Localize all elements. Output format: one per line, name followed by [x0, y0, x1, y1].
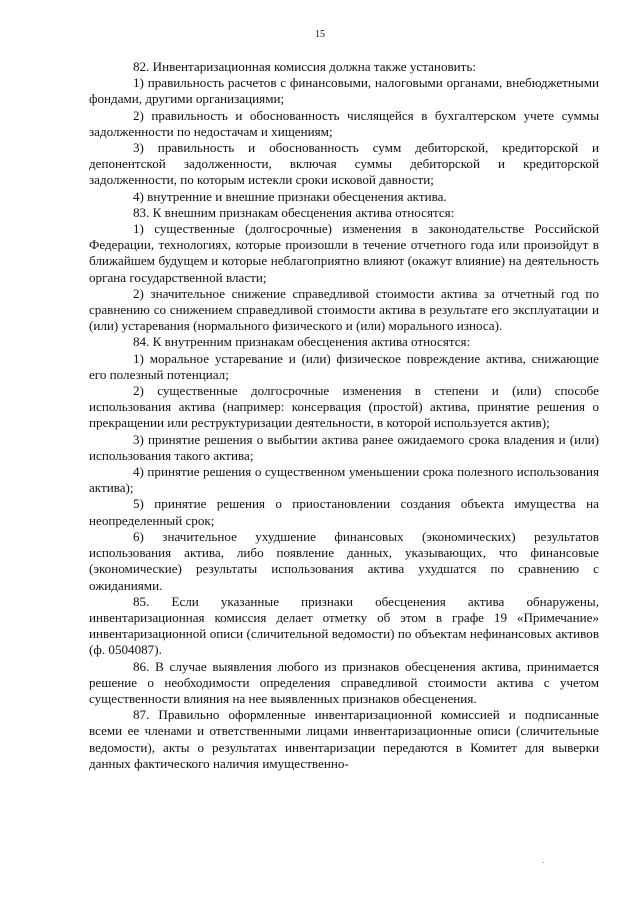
document-body [89, 59, 599, 772]
paragraph-85: 85. Если указанные признаки обесценения актива обнаружены, инвентаризационная комиссия делает отметку об этом в графе 19 «Примечание» инвентаризационной описи (сличительной ведомости) по объектам нефинансовых активов (ф. 0504087). [89, 593, 599, 658]
paragraph-82: 82. Инвентаризационная комиссия должна также установить: [133, 59, 477, 74]
paragraph-82-item-3: 3) правильность и обоснованность сумм дебиторской, кредиторской и депонентской задолженности, включая суммы дебиторской и кредиторской задолженности, по которым истекли сроки исковой давности; [89, 140, 599, 188]
paragraph-86: 86. В случае выявления любого из признаков обесценения актива, принимается решение о необходимости определения справедливой стоимости актива с учетом существенности влияния на нее выявленных признаков обесценения. [89, 658, 599, 706]
paragraph-84-item-5: 5) принятие решения о приостановлении создания объекта имущества на неопределенный срок; [89, 496, 599, 528]
paragraph-84-item-3: 3) принятие решения о выбытии актива ранее ожидаемого срока владения и (или) использования такого актива; [89, 431, 599, 463]
paragraph-84-item-6: 6) значительное ухудшение финансовых (экономических) результатов использования актива, либо появление данных, указывающих, что финансовые (экономические) результаты использования актива ухудшатся по сравнению с ожиданиями. [89, 528, 599, 593]
paragraph-84-item-4: 4) принятие решения о существенном уменьшении срока полезного использования актива); [89, 464, 599, 496]
paragraph-83-item-2: 2) значительное снижение справедливой стоимости актива за отчетный год по сравнению со снижением справедливой стоимости актива в результате его эксплуатации и (или) устаревания (нормального физического и (или) морального износа). [89, 285, 599, 334]
paragraph-83: 83. К внешним признакам обесценения актива относятся: [133, 204, 455, 220]
paragraph-84: 84. К внутренним признакам обесценения актива относятся: [133, 334, 471, 350]
scan-speck [543, 862, 544, 863]
paragraph-82-item-1: 1) правильность расчетов с финансовыми, налоговыми органами, внебюджетными фондами, другими организациями; [89, 75, 599, 107]
paragraph-87: 87. Правильно оформленные инвентаризационной комиссией и подписанные всеми ее членами и ответственными лицами инвентаризационные описи (сличительные ведомости), акты о результатах инвентаризации передаются в Комитет для выверки данных фактического наличия имущественно- [89, 707, 599, 771]
paragraph-84-item-2: 2) существенные долгосрочные изменения в степени и (или) способе использования актива (например: консервация (простой) актива, принятие решения о прекращении или реструктуризации деятельности, в которой используется актив); [89, 383, 599, 431]
paragraph-83-item-1: 1) существенные (долгосрочные) изменения в законодательстве Российской Федерации, технологиях, которые произошли в течение отчетного года или произойдут в ближайшем будущем и которые неблагоприятно влияют (окажут влияние) на деятельность органа государственной власти; [89, 221, 599, 285]
page-number: 15 [315, 29, 325, 40]
paragraph-84-item-1: 1) моральное устаревание и (или) физическое повреждение актива, снижающие его полезный потенциал; [89, 350, 599, 382]
paragraph-82-item-4: 4) внутренние и внешние признаки обесценения актива. [133, 188, 447, 204]
paragraph-82-item-2: 2) правильность и обоснованность числящейся в бухгалтерском учете суммы задолженности по недостачам и хищениям; [89, 107, 599, 139]
